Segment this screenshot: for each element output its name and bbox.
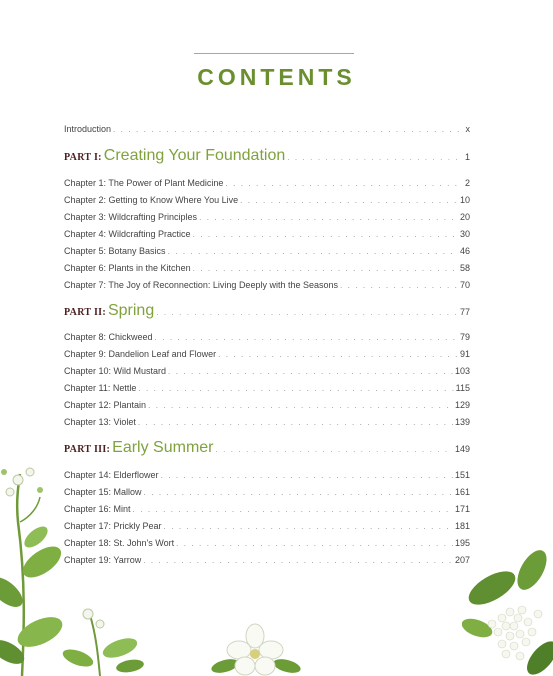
toc-entry-chapter-16[interactable] [64,504,470,515]
toc-entry-page: 20 [459,212,470,222]
toc-entry-label: Chapter 6: Plants in the Kitchen [64,263,191,273]
toc-entry-chapter-10[interactable] [64,366,470,377]
toc-entry-label: Introduction [64,124,112,134]
toc-entry-chapter-7[interactable] [64,280,470,291]
part-label: PART III: [64,444,111,455]
dot-leader [168,366,453,377]
dot-leader [193,263,458,274]
toc-entry-label: Chapter 14: Elderflower [64,470,159,480]
toc-entry-label: Chapter 4: Wildcrafting Practice [64,229,191,239]
toc-entry-page: 151 [454,470,470,480]
toc-entry-page: 195 [454,538,470,548]
part-label: PART II: [64,307,106,318]
dot-leader [176,538,453,549]
dot-leader [138,417,453,428]
dot-leader [199,212,458,223]
toc-entry-chapter-11[interactable] [64,383,470,394]
dot-leader [133,504,453,515]
dot-leader [155,332,458,343]
toc-entry-page: 70 [459,280,470,290]
toc-entry-label: Chapter 1: The Power of Plant Medicine [64,178,224,188]
toc-entry-label: Chapter 7: The Joy of Reconnection: Living Deeply with the Seasons [64,280,338,290]
toc-entry-label: Chapter 3: Wildcrafting Principles [64,212,198,222]
dot-leader [225,178,463,189]
dot-leader [156,304,458,322]
toc-entry-label: Chapter 13: Violet [64,417,136,427]
part-title: Spring [107,302,155,319]
toc-entry-page: 77 [459,307,470,317]
toc-entry-chapter-17[interactable] [64,521,470,532]
toc-entry-chapter-15[interactable] [64,487,470,498]
toc-part-1[interactable] [64,147,470,167]
dot-leader [148,400,453,411]
dot-leader [144,487,453,498]
toc-entry-label: Chapter 5: Botany Basics [64,246,166,256]
dot-leader [218,349,458,360]
toc-entry-chapter-6[interactable] [64,263,470,274]
toc-entry-page: 149 [454,444,470,454]
toc-entry-chapter-2[interactable] [64,195,470,206]
toc-entry-chapter-4[interactable] [64,229,470,240]
page-title: CONTENTS [197,64,356,90]
toc-entry-label: Chapter 12: Plantain [64,400,147,410]
botanical-illustration-bottom-left [60,600,150,676]
toc-entry-chapter-13[interactable] [64,417,470,428]
toc-entry-page: 91 [459,349,470,359]
toc-entry-chapter-5[interactable] [64,246,470,257]
toc-entry-chapter-19[interactable] [64,555,470,566]
part-label: PART I: [64,152,102,163]
toc-entry-page: 207 [454,555,470,565]
dot-leader [193,229,458,240]
toc-part-2[interactable] [64,302,470,322]
toc-entry-page: 2 [464,178,470,188]
part-title: Creating Your Foundation [103,147,286,164]
toc-entry-label: Chapter 11: Nettle [64,383,137,393]
dot-leader [168,246,458,257]
toc-part-3[interactable] [64,439,470,459]
toc-entry-label: Chapter 10: Wild Mustard [64,366,167,376]
toc-entry-introduction[interactable] [64,124,470,135]
title-rule [194,53,354,54]
toc-entry-label: Chapter 9: Dandelion Leaf and Flower [64,349,217,359]
dot-leader [216,441,453,459]
toc-entry-page: 115 [455,383,470,393]
toc-entry-chapter-14[interactable] [64,470,470,481]
toc-entry-page: 103 [454,366,470,376]
toc-entry-label: Chapter 16: Mint [64,504,131,514]
toc-entry-label: Chapter 15: Mallow [64,487,142,497]
part-title: Early Summer [112,439,214,456]
toc-entry-chapter-18[interactable] [64,538,470,549]
toc-entry-page: 46 [459,246,470,256]
toc-entry-page: 30 [459,229,470,239]
toc-entry-page: x [465,124,470,134]
dot-leader [164,521,453,532]
dot-leader [113,124,463,135]
elderflower-illustration-right [462,548,553,676]
toc-entry-page: 181 [454,521,470,531]
toc-entry-chapter-9[interactable] [64,349,470,360]
toc-entry-page: 1 [464,152,470,162]
dot-leader [138,383,453,394]
dot-leader [143,555,453,566]
dot-leader [287,149,463,167]
dot-leader [240,195,458,206]
toc-entry-page: 58 [459,263,470,273]
toc-entry-label: Chapter 19: Yarrow [64,555,142,565]
dot-leader [340,280,458,291]
toc-entry-chapter-3[interactable] [64,212,470,223]
toc-entry-chapter-8[interactable] [64,332,470,343]
botanical-illustration-bottom-center [205,622,305,676]
toc-entry-label: Chapter 17: Prickly Pear [64,521,162,531]
toc-entry-page: 171 [454,504,470,514]
toc-entry-page: 161 [454,487,470,497]
toc-entry-label: Chapter 8: Chickweed [64,332,153,342]
toc-entry-page: 139 [454,417,470,427]
toc-entry-chapter-12[interactable] [64,400,470,411]
toc-entry-chapter-1[interactable] [64,178,470,189]
toc-entry-label: Chapter 2: Getting to Know Where You Live [64,195,239,205]
toc-entry-page: 79 [459,332,470,342]
toc-entry-page: 10 [459,195,470,205]
toc-entry-label: Chapter 18: St. John's Wort [64,538,175,548]
toc-entry-page: 129 [454,400,470,410]
dot-leader [161,470,453,481]
